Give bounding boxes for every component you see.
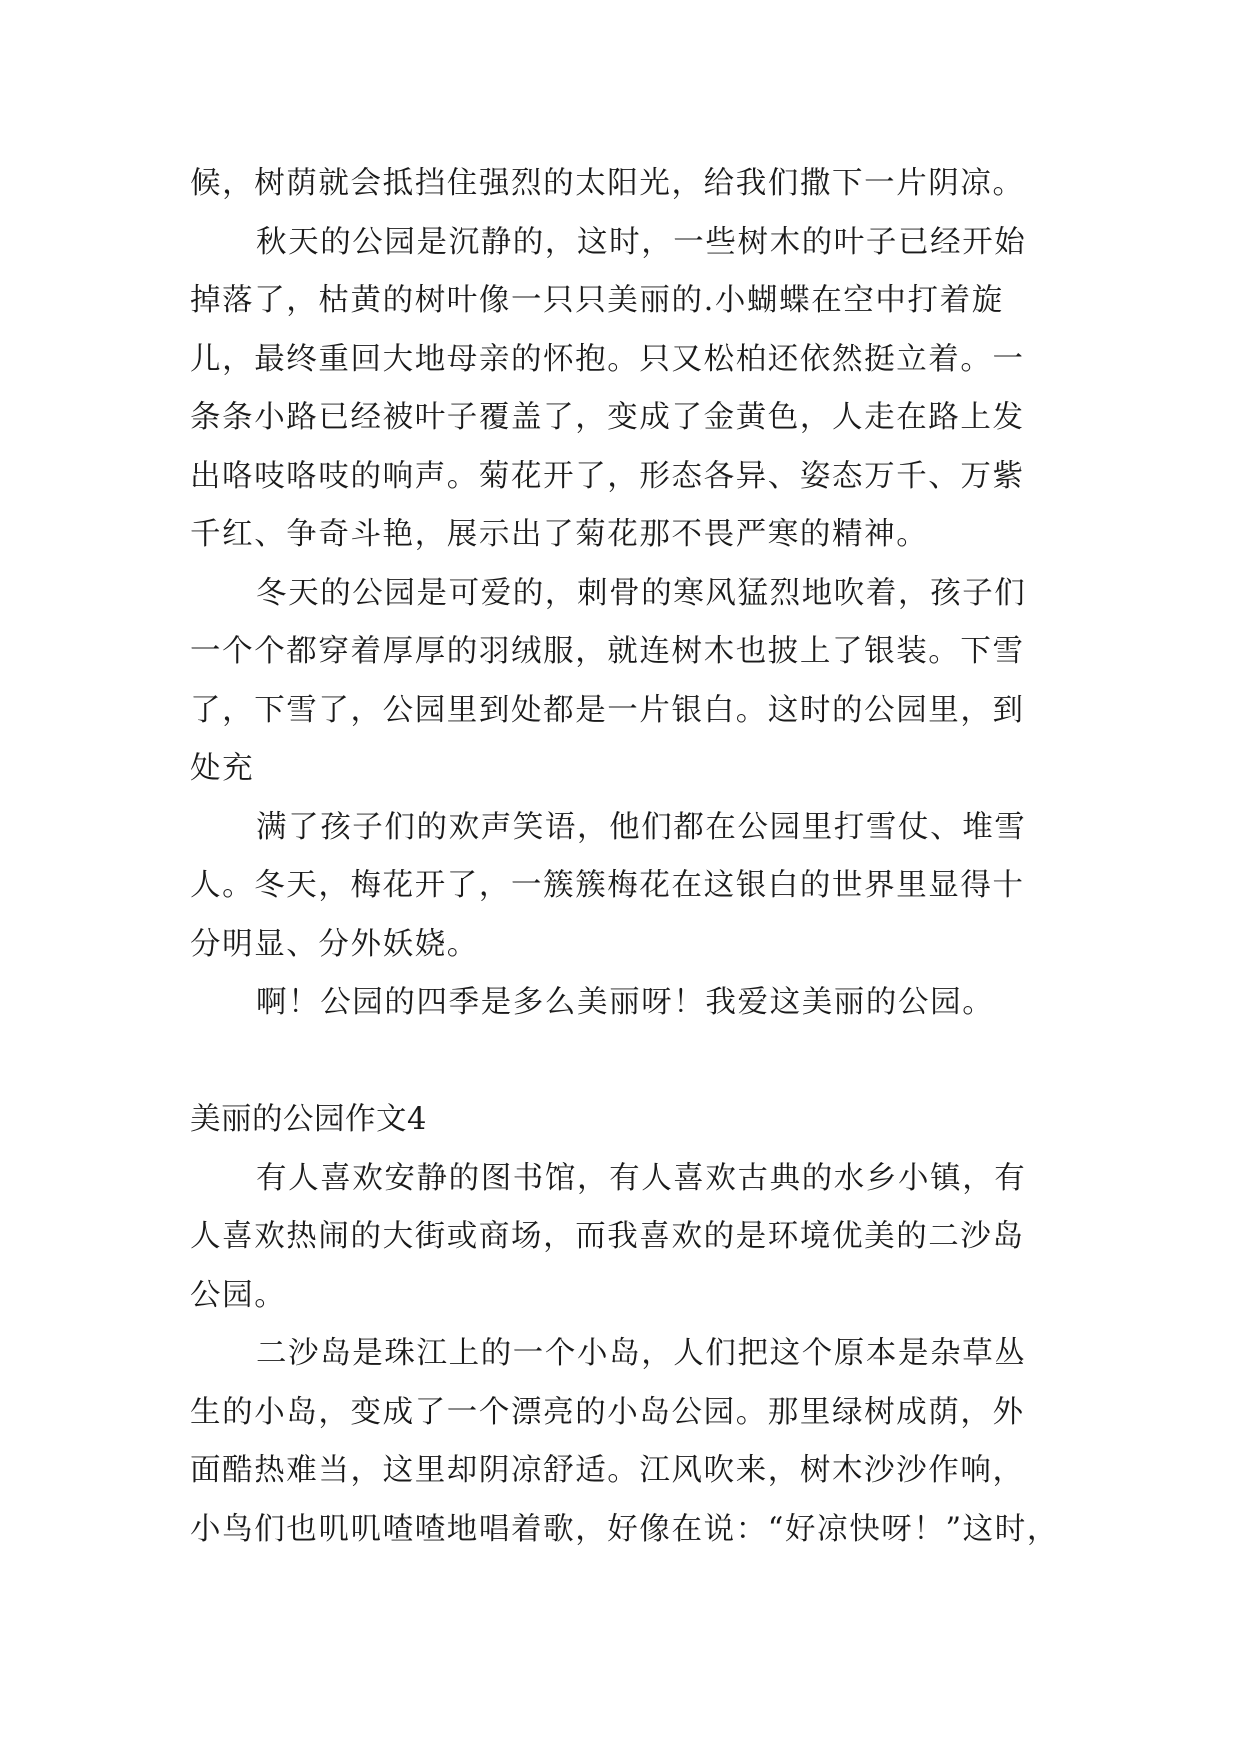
paragraph-continuation: 满了孩子们的欢声笑语，他们都在公园里打雪仗、堆雪 [256, 809, 1027, 845]
text-line: 一个个都穿着厚厚的羽绒服，就连树木也披上了银装。下雪 [190, 634, 1025, 669]
text-line: 候，树荫就会抵挡住强烈的太阳光，给我们撒下一片阴凉。 [190, 166, 1025, 201]
text-line: 儿，最终重回大地母亲的怀抱。只又松柏还依然挺立着。一 [190, 341, 1025, 377]
text-line: 人喜欢热闹的大街或商场，而我喜欢的是环境优美的二沙岛 [190, 1219, 1025, 1254]
section-heading: 美丽的公园作文4 [190, 1102, 427, 1137]
text-line: 千红、争奇斗艳，展示出了菊花那不畏严寒的精神。 [190, 517, 929, 552]
text-line: 面酷热难当，这里却阴凉舒适。江风吹来，树木沙沙作响， [190, 1453, 1025, 1488]
text-line: 了，下雪了，公园里到处都是一片银白。这时的公园里，到 [190, 692, 1025, 728]
text-line: 分明显、分外妖娆。 [190, 926, 479, 962]
paragraph-intro-start: 有人喜欢安静的图书馆，有人喜欢古典的水乡小镇，有 [256, 1160, 1027, 1196]
paragraph-winter-start: 冬天的公园是可爱的，刺骨的寒风猛烈地吹着，孩子们 [256, 575, 1027, 611]
blank-line [190, 1033, 1070, 1092]
paragraph-conclusion: 啊！公园的四季是多么美丽呀！我爱这美丽的公园。 [256, 985, 995, 1020]
text-line: 小鸟们也叽叽喳喳地唱着歌，好像在说：“好凉快呀！”这时， [190, 1511, 1059, 1547]
paragraph-autumn-start: 秋天的公园是沉静的，这时，一些树木的叶子已经开始 [256, 224, 1027, 260]
text-line: 出咯吱咯吱的响声。菊花开了，形态各异、姿态万千、万紫 [190, 458, 1025, 494]
text-line: 条条小路已经被叶子覆盖了，变成了金黄色，人走在路上发 [190, 400, 1025, 435]
text-line: 掉落了，枯黄的树叶像一只只美丽的.小蝴蝶在空中打着旋 [190, 283, 1004, 318]
document-page [190, 155, 1070, 1559]
text-line: 处充 [190, 751, 255, 786]
text-line: 人。冬天，梅花开了，一簇簇梅花在这银白的世界里显得十 [190, 868, 1025, 903]
text-line: 公园。 [190, 1277, 287, 1313]
paragraph-island-start: 二沙岛是珠江上的一个小岛，人们把这个原本是杂草丛 [256, 1336, 1027, 1371]
text-line: 生的小岛，变成了一个漂亮的小岛公园。那里绿树成荫，外 [190, 1394, 1025, 1430]
